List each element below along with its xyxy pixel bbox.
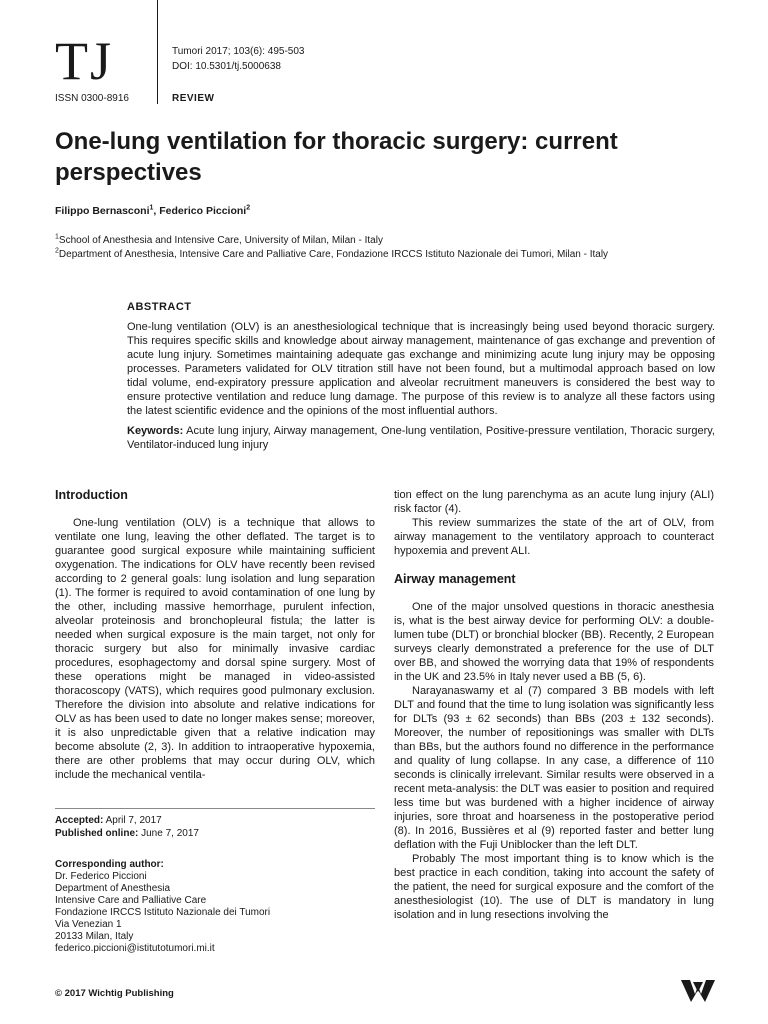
corr-email-link[interactable]: federico.piccioni@istitutotumori.mi.it <box>55 943 215 954</box>
left-column <box>55 488 375 782</box>
summary-paragraph: This review summarizes the state of the art of OLV, from airway management to the ventilatory approach to counteract hypoxemia and prevent ALI. <box>394 517 714 557</box>
airway-paragraph-1: One of the major unsolved questions in thoracic anesthesia is, what is the best airway device for performing OLV: a double-lumen tube (DLT) or bronchial blocker (BB). Recently, 2 European surveys clearly demonstrated a preference for the use of DLT over BB, and showed the worrying data that 19% of respondents in the UK and 23.5% in Italy never used a BB (5, 6). <box>394 601 714 683</box>
keywords-list: Acute lung injury, Airway management, One-lung ventilation, Positive-pressure ventilation, Thoracic surgery, Ventilator-induced lung injury <box>127 425 715 451</box>
section-label: REVIEW <box>172 93 215 104</box>
abstract-text: One-lung ventilation (OLV) is an anesthesiological technique that is increasingly being used beyond thoracic surgery. This requires specific skills and knowledge about airway management, maintenance of gas exchange and prevention of acute lung injury. Sometimes maintaining adequate gas exchange and minimizing acute lung injury may be opposing processes. Parameters validated for OLV titration still have not been found, but a multimodal approach based on low tidal volume, end-expiratory pressure application and alveolar recruitment maneuvers is considered the best way to ensure protective ventilation and reduce lung damage. The purpose of this review is to analyze all these factors using the latest scientific evidence and the opinions of the most influential authors. <box>127 321 715 417</box>
article-title: One-lung ventilation for thoracic surgery: current perspectives <box>55 128 618 186</box>
abstract <box>127 300 715 452</box>
abstract-heading: ABSTRACT <box>127 301 192 313</box>
copyright: © 2017 Wichtig Publishing <box>55 988 174 999</box>
affiliation-1 <box>55 234 383 248</box>
keywords <box>127 424 715 452</box>
introduction-heading: Introduction <box>55 488 128 502</box>
author-1-affil: 1 <box>149 204 154 212</box>
airway-paragraph-3: Probably The most important thing is to know which is the best practice in each condition, taking into account the safety of the patient, the need for surgical exposure and the comfort of the anesthesiologist (10). The use of DLT is mandatory in lung isolation and in lung resections involving the <box>394 853 714 921</box>
corresponding-label: Corresponding author: <box>55 859 164 870</box>
accepted-date <box>55 814 199 827</box>
right-column <box>394 488 714 922</box>
author-2-affil: 2 <box>246 204 251 212</box>
header-divider <box>157 0 158 104</box>
corr-line: Department of Anesthesia <box>55 883 171 894</box>
corr-line: Fondazione IRCCS Istituto Nazionale dei Tumori <box>55 907 271 918</box>
article-dates <box>55 814 199 840</box>
corresponding-author <box>55 859 270 955</box>
airway-management-heading: Airway management <box>394 572 516 586</box>
author-separator: , <box>153 205 160 217</box>
corr-line: Via Venezian 1 <box>55 919 122 930</box>
accepted-label: Accepted: <box>55 815 104 826</box>
accepted-value: April 7, 2017 <box>103 815 162 826</box>
citation <box>172 44 305 74</box>
citation-line-1: Tumori 2017; 103(6): 495-503 <box>172 46 305 57</box>
corr-line: Dr. Federico Piccioni <box>55 871 147 882</box>
affiliation-2-text: Department of Anesthesia, Intensive Care and Palliative Care, Fondazione IRCCS Istituto Nazionale dei Tumori, Milan - Italy <box>58 249 609 260</box>
citation-doi: DOI: 10.5301/tj.5000638 <box>172 61 281 72</box>
affiliation-2-num: 2 <box>55 247 59 255</box>
notes-divider <box>55 808 375 809</box>
issn: ISSN 0300-8916 <box>55 93 129 104</box>
author-2: Federico Piccioni <box>159 205 247 217</box>
published-value: June 7, 2017 <box>138 828 199 839</box>
affiliation-1-text: School of Anesthesia and Intensive Care, University of Milan, Milan - Italy <box>58 235 383 246</box>
continued-paragraph: tion effect on the lung parenchyma as an acute lung injury (ALI) risk factor (4). <box>394 489 714 515</box>
introduction-paragraph: One-lung ventilation (OLV) is a technique that allows to ventilate one lung, leaving the other deflated. The target is to guarantee good surgical exposure while maintaining sufficient oxygenation. The indications for OLV have recently been revised according to 2 general goals: lung isolation and lung separation (1). The former is required to avoid contamination of one lung by the other, including massive hemorrhage, purulent infection, alveolar proteinosis and bronchopleural fistula; the latter is needed when surgical exposure is the main target, not only for thoracic surgery but also for minimally invasive cardiac procedures, esophagectomy and dorsal spine surgery. Most of these operations might be managed in video-assisted thoracoscopy (VATS), which requires good pulmonary exclusion. Therefore the division into absolute and relative indications for OLV as has been used to date no longer makes sense; moreover, it is also unpredictable given that a relative indication may become absolute (2, 3). In addition to intraoperative hypoxemia, there are other problems that may occur during OLV, which include the mechanical ventila- <box>55 517 375 781</box>
journal-logo: TJ <box>55 31 113 91</box>
corr-line: Intensive Care and Palliative Care <box>55 895 207 906</box>
authors <box>55 205 250 217</box>
affiliation-2 <box>55 248 608 262</box>
affiliation-1-num: 1 <box>55 233 59 241</box>
airway-paragraph-2: Narayanaswamy et al (7) compared 3 BB models with left DLT and found that the time to lung isolation was significantly less for DLTs (93 ± 62 seconds) than BBs (203 ± 132 seconds). Moreover, the number of repositionings was smaller with DLTs than BBs, but the authors found no difference in the performance and quality of lung collapse. In any case, a difference of 110 seconds is clinically irrelevant. Similar results were observed in a recent meta-analysis: the DLT was easier to position and required less time but was burdened with a higher incidence of airway injuries, sore throat and hoarseness in the postoperative period (8). In 2016, Bussières et al (9) reported faster and better lung deflation with the Fuji Uniblocker than the left DLT. <box>394 685 714 851</box>
corr-line: 20133 Milan, Italy <box>55 931 134 942</box>
wichtig-logo-icon <box>681 978 715 1004</box>
published-label: Published online: <box>55 828 139 839</box>
published-date <box>55 827 199 840</box>
author-1: Filippo Bernasconi <box>55 205 150 217</box>
keywords-label: Keywords: <box>127 425 184 437</box>
